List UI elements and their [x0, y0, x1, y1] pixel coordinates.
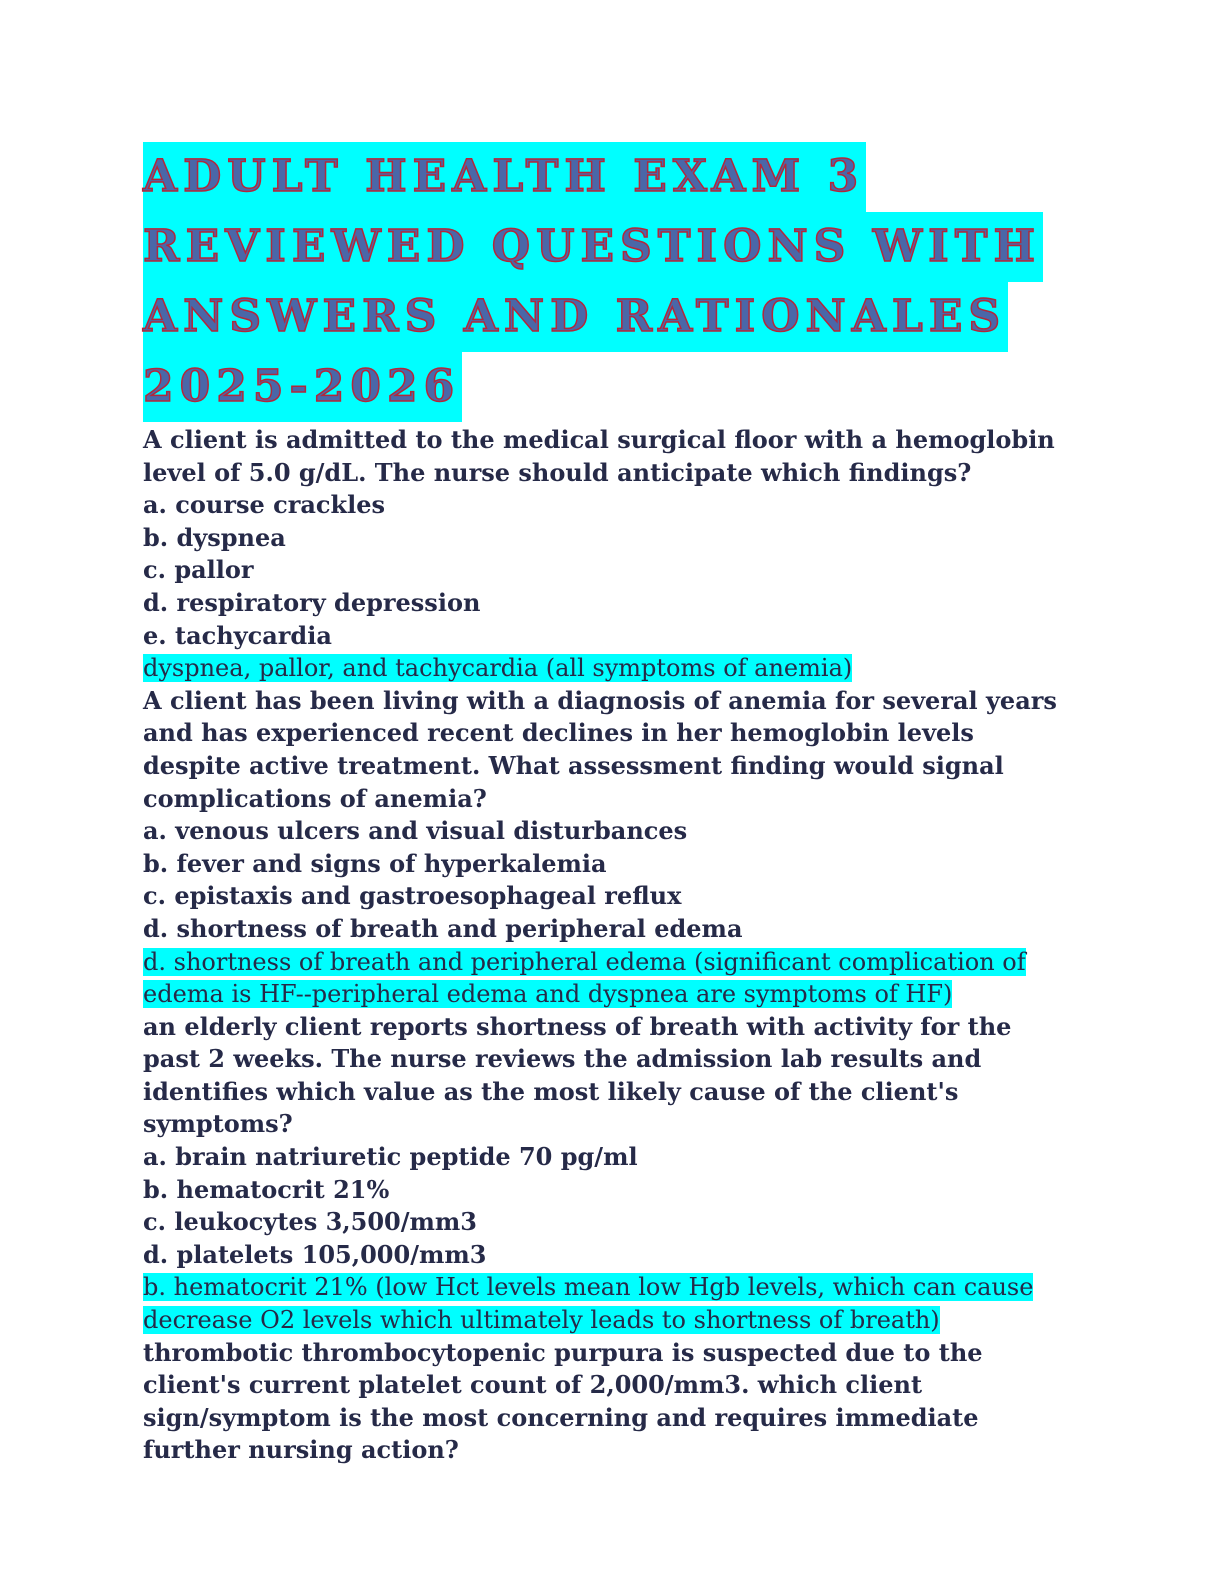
- question-block-3: [143, 1011, 1073, 1337]
- document-page: [143, 142, 1073, 1467]
- answer-option: b. dyspnea: [143, 522, 286, 552]
- title-line-2: REVIEWED QUESTIONS WITH: [143, 212, 1043, 282]
- question-text: A client is admitted to the medical surgical floor with a hemoglobin level of 5.0 g/dL. The nurse should anticipate which findings?: [143, 425, 1055, 487]
- answer-option: c. epistaxis and gastroesophageal reflux: [143, 881, 682, 911]
- answer-option: a. brain natriuretic peptide 70 pg/ml: [143, 1142, 638, 1172]
- answer-option: d. platelets 105,000/mm3: [143, 1239, 487, 1269]
- question-text: A client has been living with a diagnosis of anemia for several years and has experienced recent declines in her hemoglobin levels despite active treatment. What assessment finding would signal complications of anemia?: [143, 685, 1057, 813]
- answer-option: c. leukocytes 3,500/mm3: [143, 1207, 477, 1237]
- answer-text: d. shortness of breath and peripheral edema (significant complication of edema is HF--peripheral edema and dyspnea are symptoms of HF): [143, 947, 1026, 1009]
- answer-option: a. course crackles: [143, 490, 386, 520]
- answer-option: b. hematocrit 21%: [143, 1174, 390, 1204]
- question-list: [143, 424, 1073, 1467]
- question-block-2: [143, 685, 1073, 1011]
- question-text: thrombotic thrombocytopenic purpura is suspected due to the client's current platelet count of 2,000/mm3. which client sign/symptom is the most concerning and requires immediate further nursing action?: [143, 1337, 983, 1465]
- answer-option: a. venous ulcers and visual disturbances: [143, 816, 688, 846]
- question-text: an elderly client reports shortness of breath with activity for the past 2 weeks. The nurse reviews the admission lab results and identifies which value as the most likely cause of the client's symptoms?: [143, 1011, 1012, 1139]
- answer-option: d. respiratory depression: [143, 587, 481, 617]
- title-line-3: ANSWERS AND RATIONALES: [143, 282, 1008, 352]
- highlighted-answer: [143, 946, 1073, 1011]
- answer-option: d. shortness of breath and peripheral edema: [143, 913, 743, 943]
- title-line-4: 2025-2026: [143, 352, 462, 422]
- answer-option: e. tachycardia: [143, 620, 332, 650]
- answer-text: b. hematocrit 21% (low Hct levels mean low Hgb levels, which can cause decrease O2 levels which ultimately leads to shortness of breath): [143, 1273, 1034, 1335]
- highlighted-answer: [143, 1271, 1073, 1336]
- title-line-1: ADULT HEALTH EXAM 3: [143, 142, 866, 212]
- document-title: [143, 142, 1073, 422]
- answer-option: c. pallor: [143, 555, 254, 585]
- answer-text: dyspnea, pallor, and tachycardia (all symptoms of anemia): [143, 654, 853, 683]
- question-block-4: [143, 1337, 1073, 1467]
- highlighted-answer: [143, 652, 1073, 685]
- answer-option: b. fever and signs of hyperkalemia: [143, 848, 607, 878]
- question-block-1: [143, 424, 1073, 685]
